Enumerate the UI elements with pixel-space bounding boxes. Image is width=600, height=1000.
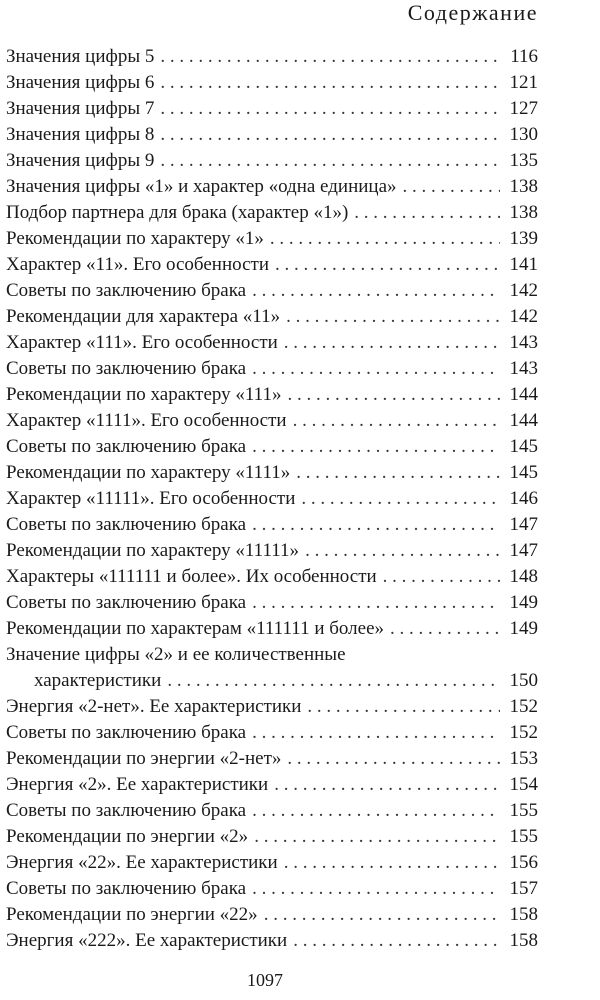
toc-entry-title-continuation: характеристики xyxy=(34,670,162,691)
toc-entry-title: Рекомендации по энергии «22» xyxy=(6,904,258,925)
dot-leader xyxy=(252,798,500,824)
toc-entry xyxy=(6,200,538,226)
toc-entry-page: 135 xyxy=(509,150,538,171)
toc-entry-continuation xyxy=(6,668,538,694)
toc-entry-title: Советы по заключению брака xyxy=(6,280,247,301)
toc-entry-page: 138 xyxy=(509,176,538,197)
toc-entry-title: Рекомендации по характеру «11111» xyxy=(6,540,300,561)
toc-entry-title: Значение цифры «2» и ее количественные xyxy=(6,644,346,665)
dot-leader xyxy=(383,564,500,590)
toc-entry-page: 121 xyxy=(509,72,538,93)
dot-leader xyxy=(286,304,500,330)
toc-entry-page: 130 xyxy=(509,124,538,145)
toc-entry-page: 139 xyxy=(509,228,538,249)
toc-entry-title: Энергия «222». Ее характеристики xyxy=(6,930,288,951)
toc-entry-page: 158 xyxy=(509,904,538,925)
toc-entry-title: Рекомендации по энергии «2» xyxy=(6,826,249,847)
toc-entry xyxy=(6,460,538,486)
dot-leader xyxy=(254,824,500,850)
dot-leader xyxy=(284,850,500,876)
dot-leader xyxy=(160,148,500,174)
toc-entry-title: Советы по заключению брака xyxy=(6,436,247,457)
toc-entry-title: Советы по заключению брака xyxy=(6,592,247,613)
page-number: 1097 xyxy=(247,970,283,990)
dot-leader xyxy=(160,96,500,122)
toc-entry-page: 155 xyxy=(509,800,538,821)
toc-entry xyxy=(6,148,538,174)
toc-entry-page: 147 xyxy=(509,514,538,535)
dot-leader xyxy=(305,538,500,564)
toc-entry-page: 143 xyxy=(509,332,538,353)
toc-entry-page: 142 xyxy=(509,306,538,327)
toc-entry-page: 157 xyxy=(509,878,538,899)
toc-entry-page: 149 xyxy=(509,592,538,613)
toc-entry-title: Характер «11111». Его особенности xyxy=(6,488,296,509)
toc-entry-page: 152 xyxy=(509,722,538,743)
toc-entry xyxy=(6,616,538,642)
toc-entry xyxy=(6,824,538,850)
toc-entry xyxy=(6,408,538,434)
toc-entry xyxy=(6,434,538,460)
toc-entry-page: 143 xyxy=(509,358,538,379)
dot-leader xyxy=(264,902,500,928)
toc-entry-title: Рекомендации для характера «11» xyxy=(6,306,281,327)
toc-entry-page: 147 xyxy=(509,540,538,561)
toc-entry xyxy=(6,772,538,798)
toc-entry-page: 153 xyxy=(509,748,538,769)
dot-leader xyxy=(252,278,500,304)
dot-leader xyxy=(252,720,500,746)
toc-entry xyxy=(6,70,538,96)
dot-leader xyxy=(252,356,500,382)
toc-entry xyxy=(6,486,538,512)
toc-entry-page: 145 xyxy=(509,436,538,457)
toc-entry-title: Значения цифры 5 xyxy=(6,46,155,67)
toc-entry-title: Советы по заключению брака xyxy=(6,722,247,743)
dot-leader xyxy=(287,746,500,772)
toc-entry-title: Рекомендации по энергии «2-нет» xyxy=(6,748,282,769)
toc-entry-title: Характер «1111». Его особенности xyxy=(6,410,287,431)
toc-entry xyxy=(6,564,538,590)
dot-leader xyxy=(403,174,500,200)
dot-leader xyxy=(284,330,500,356)
dot-leader xyxy=(301,486,500,512)
running-header: Содержание xyxy=(407,0,538,25)
dot-leader xyxy=(287,382,500,408)
toc-entry-page: 142 xyxy=(509,280,538,301)
toc-entry xyxy=(6,382,538,408)
toc-entry xyxy=(6,798,538,824)
toc-entry-title: Характер «111». Его особенности xyxy=(6,332,278,353)
toc-entry-title: Рекомендации по характеру «1» xyxy=(6,228,264,249)
toc-entry-page: 144 xyxy=(509,384,538,405)
dot-leader xyxy=(354,200,500,226)
toc-entry xyxy=(6,928,538,954)
toc-entry-page: 152 xyxy=(509,696,538,717)
dot-leader xyxy=(390,616,500,642)
toc-entry-title: Значения цифры 7 xyxy=(6,98,155,119)
toc-entry xyxy=(6,252,538,278)
dot-leader xyxy=(160,122,500,148)
toc-entry-page: 127 xyxy=(509,98,538,119)
toc-entry xyxy=(6,538,538,564)
toc-entry xyxy=(6,590,538,616)
toc-entry xyxy=(6,850,538,876)
toc-entry xyxy=(6,278,538,304)
toc-entry-title: Подбор партнера для брака (характер «1») xyxy=(6,202,349,223)
dot-leader xyxy=(270,226,500,252)
toc-entry-page: 145 xyxy=(509,462,538,483)
toc-entry xyxy=(6,44,538,70)
dot-leader xyxy=(274,772,500,798)
toc-entry-title: Советы по заключению брака xyxy=(6,358,247,379)
toc-entry-title: Значения цифры 9 xyxy=(6,150,155,171)
dot-leader xyxy=(160,70,500,96)
toc-entry xyxy=(6,902,538,928)
toc-entry-title: Энергия «2-нет». Ее характеристики xyxy=(6,696,302,717)
toc-entry-title: Значения цифры «1» и характер «одна единица» xyxy=(6,176,397,197)
toc-entry-page: 155 xyxy=(509,826,538,847)
toc-entry-title: Рекомендации по характеру «111» xyxy=(6,384,282,405)
toc-entry xyxy=(6,356,538,382)
dot-leader xyxy=(307,694,500,720)
toc-entry-page: 149 xyxy=(509,618,538,639)
toc-entry xyxy=(6,304,538,330)
toc-entry-page: 144 xyxy=(509,410,538,431)
table-of-contents xyxy=(6,44,538,954)
toc-entry xyxy=(6,512,538,538)
dot-leader xyxy=(296,460,500,486)
toc-entry-page: 148 xyxy=(509,566,538,587)
toc-entry-title: Рекомендации по характерам «111111 и более» xyxy=(6,618,384,639)
toc-entry xyxy=(6,122,538,148)
dot-leader xyxy=(167,668,500,694)
toc-entry-page: 154 xyxy=(509,774,538,795)
toc-entry xyxy=(6,96,538,122)
toc-entry-page: 146 xyxy=(509,488,538,509)
toc-entry xyxy=(6,226,538,252)
toc-entry xyxy=(6,720,538,746)
toc-entry xyxy=(6,746,538,772)
dot-leader xyxy=(252,434,500,460)
dot-leader xyxy=(160,44,500,70)
dot-leader xyxy=(252,876,500,902)
toc-entry-page: 156 xyxy=(509,852,538,873)
dot-leader xyxy=(275,252,500,278)
toc-entry-title: Характеры «111111 и более». Их особенности xyxy=(6,566,377,587)
toc-entry xyxy=(6,330,538,356)
toc-entry-title: Советы по заключению брака xyxy=(6,800,247,821)
toc-entry-page: 158 xyxy=(509,930,538,951)
toc-entry xyxy=(6,174,538,200)
toc-entry xyxy=(6,876,538,902)
dot-leader xyxy=(293,408,500,434)
toc-entry xyxy=(6,694,538,720)
toc-entry-title: Энергия «22». Ее характеристики xyxy=(6,852,278,873)
toc-entry-page: 141 xyxy=(509,254,538,275)
toc-entry-page: 138 xyxy=(509,202,538,223)
dot-leader xyxy=(293,928,500,954)
toc-entry-title: Рекомендации по характеру «1111» xyxy=(6,462,291,483)
dot-leader xyxy=(252,590,500,616)
toc-entry-title: Советы по заключению брака xyxy=(6,514,247,535)
toc-entry-title: Значения цифры 8 xyxy=(6,124,155,145)
toc-entry-title: Советы по заключению брака xyxy=(6,878,247,899)
toc-entry-page: 150 xyxy=(509,670,538,691)
dot-leader xyxy=(252,512,500,538)
toc-entry-page: 116 xyxy=(510,46,538,67)
toc-entry xyxy=(6,642,538,668)
toc-entry-title: Энергия «2». Ее характеристики xyxy=(6,774,269,795)
toc-entry-title: Характер «11». Его особенности xyxy=(6,254,269,275)
toc-entry-title: Значения цифры 6 xyxy=(6,72,155,93)
